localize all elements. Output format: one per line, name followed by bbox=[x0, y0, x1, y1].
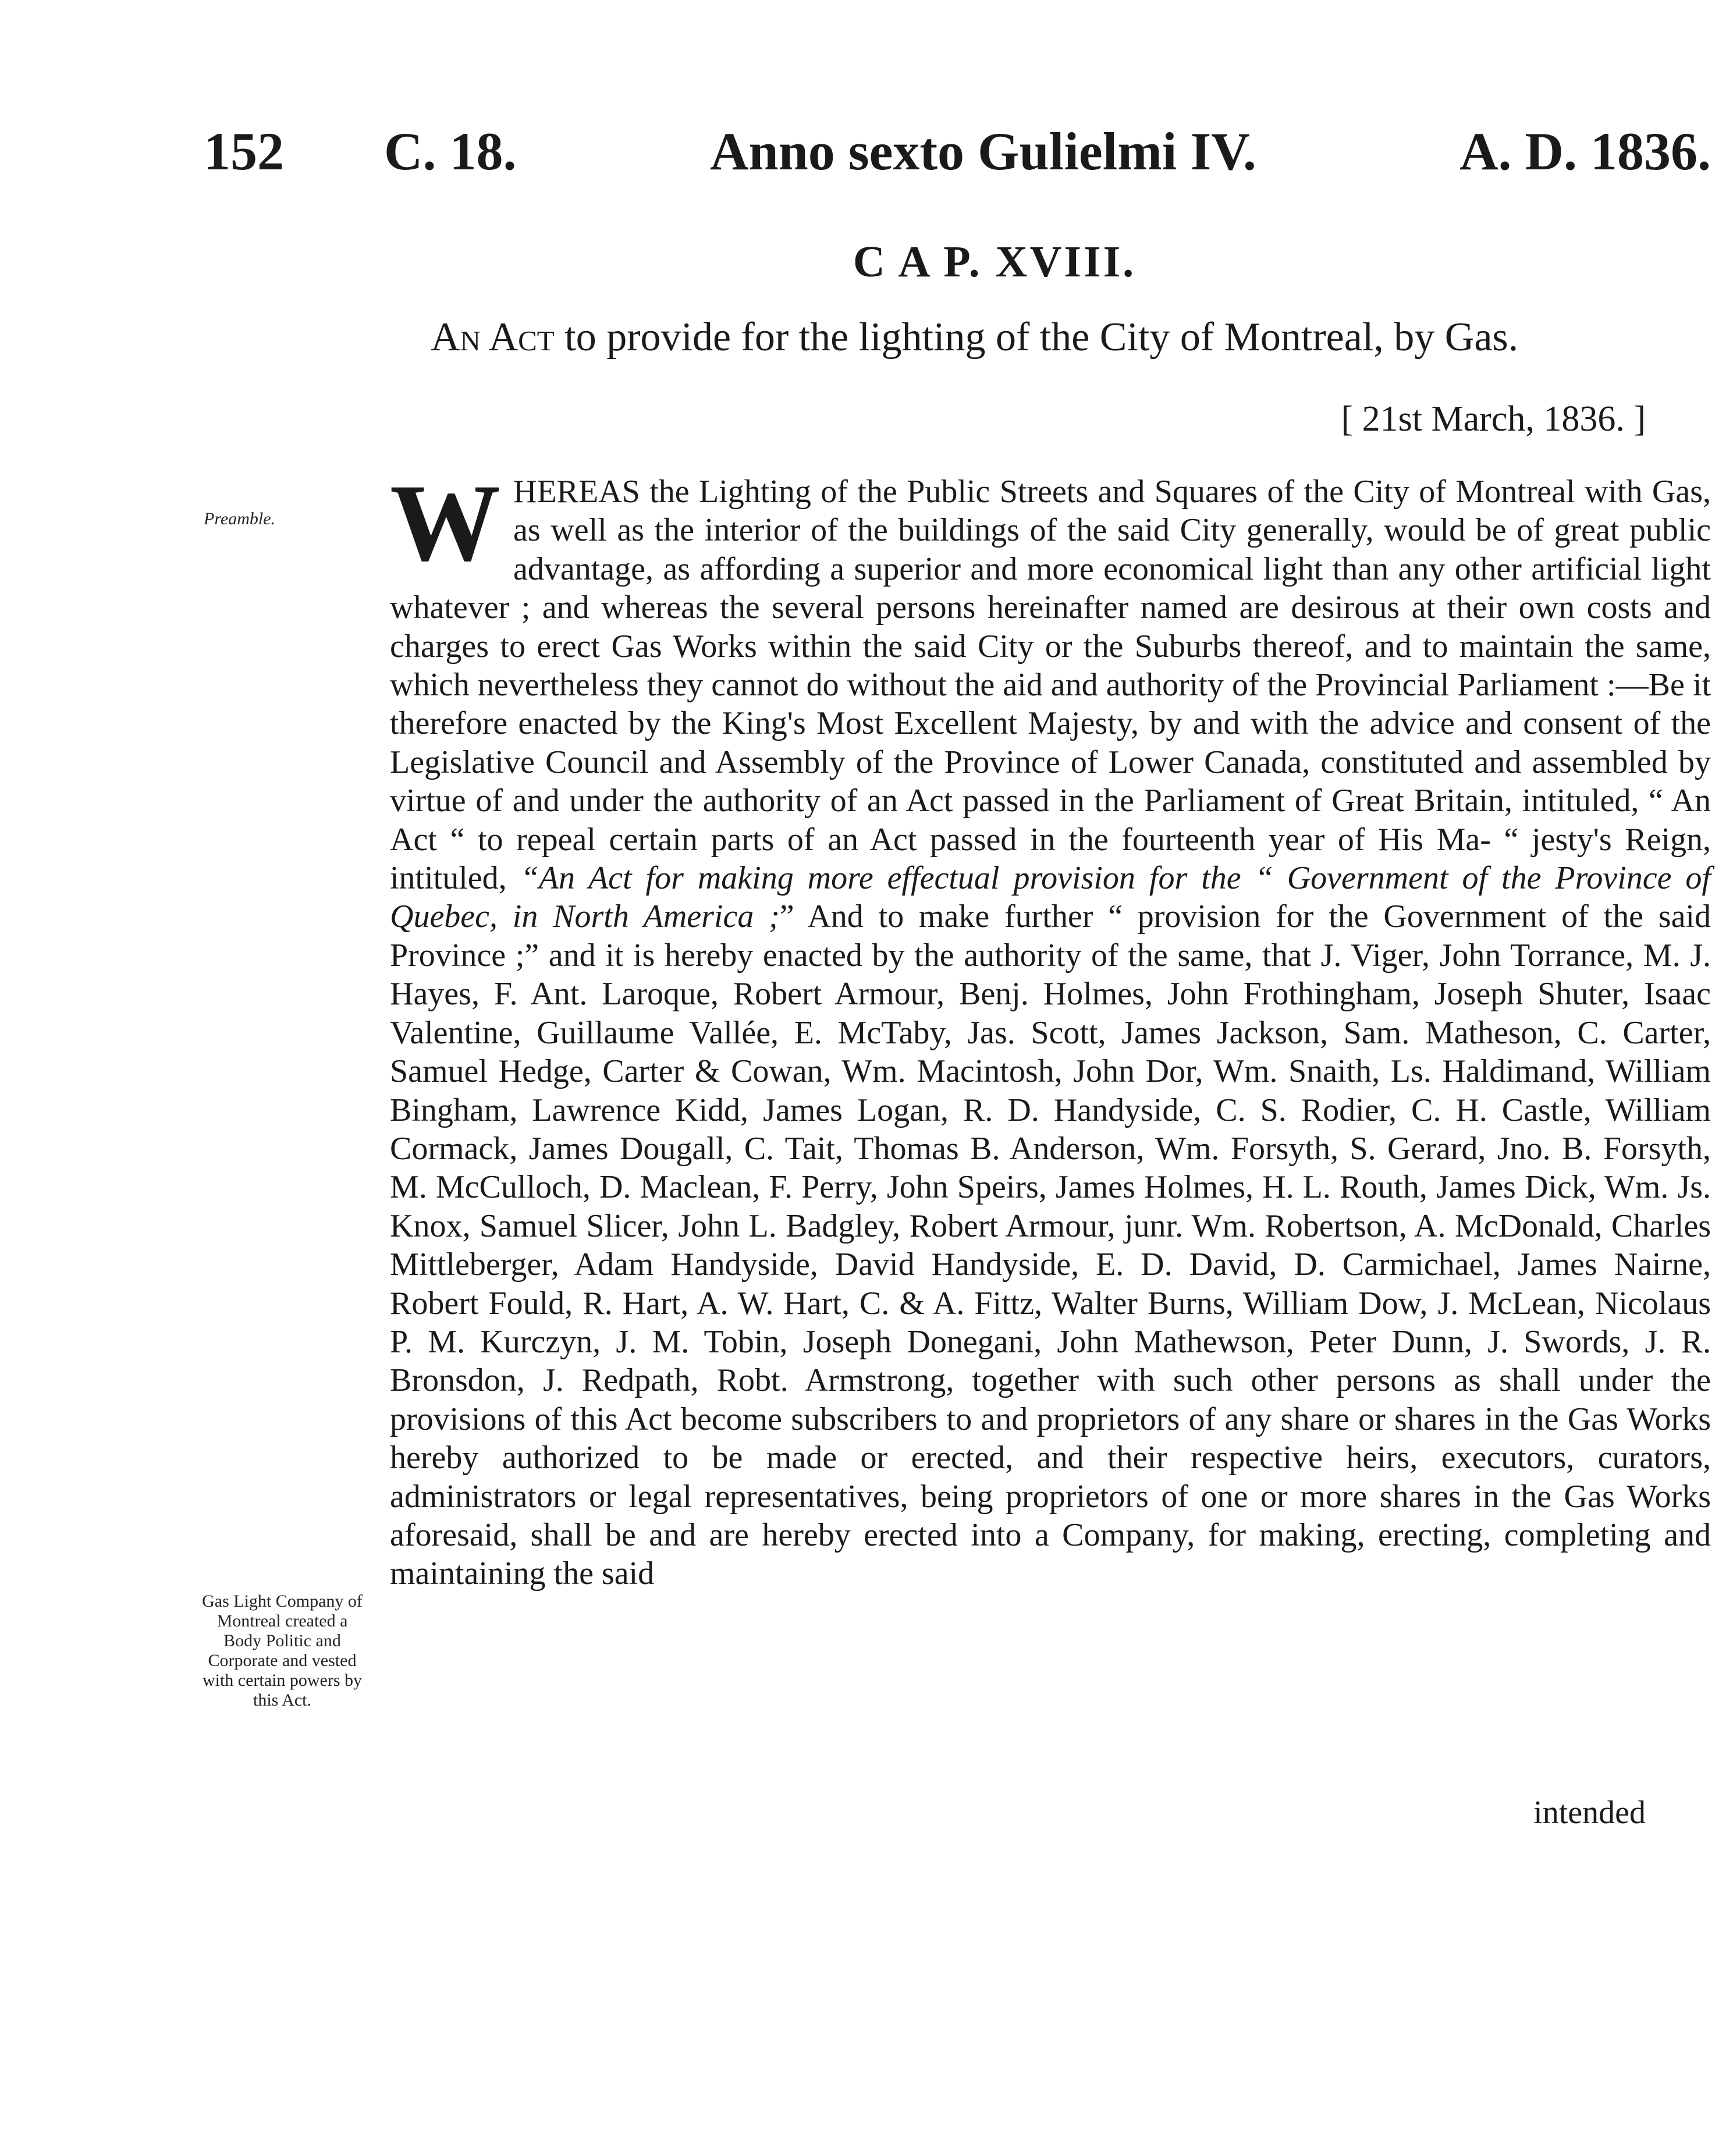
catchword: intended bbox=[1533, 1795, 1646, 1831]
body-text-part-1: HEREAS the Lighting of the Public Streets and Squares of the City of Montreal with Gas, as well as the interior of the buildings of the said City generally, would be of great public advantage, as affording a superior and more economical light than any other artificial light whatever ; and whereas the several persons hereinafter named are desirous at their own costs and charges to erect Gas Works within the said City or the Suburbs thereof, and to maintain the same, which nevertheless they cannot do without the aid and authority of the Provincial Parliament :—Be it therefore enacted by the King's Most Excellent Majesty, by and with the advice and consent of the Legislative Council and Assembly of the Province of Lower Canada, constituted and assembled by virtue of and under the authority of an Act passed in the Parliament of Great Britain, intituled, “ An Act “ to repeal certain parts of an Act passed in the fourteenth year of His Ma- “ jesty's Reign, intituled, bbox=[390, 474, 1711, 897]
drop-cap: W bbox=[390, 462, 500, 584]
body-text-part-2: ” And to make further “ provision for the Government of the said Province ;” and it is hereby enacted by the authority of the same, that J. Viger, John Torrance, M. J. Hayes, F. Ant. Laroque, Robert Armour, Benj. Holmes, John Frothingham, Joseph Shuter, Isaac Valentine, Guillaume Vallée, E. McTaby, Jas. Scott, James Jackson, Sam. Matheson, C. Carter, Samuel Hedge, Carter & Cowan, Wm. Macintosh, John Dor, Wm. Snaith, Ls. Haldimand, William Bingham, Lawrence Kidd, James Logan, R. D. Handyside, C. S. Rodier, C. H. Castle, William Cormack, James Dougall, C. Tait, Thomas B. Anderson, Wm. Forsyth, S. Gerard, Jno. B. Forsyth, M. McCulloch, D. Maclean, F. Perry, John Speirs, James Holmes, H. L. Routh, James Dick, Wm. Js. Knox, Samuel Slicer, John L. Badgley, Robert Armour, junr. Wm. Robertson, A. McDonald, Charles Mittleberger, Adam Handyside, David Handyside, E. D. David, D. Carmichael, James Nairne, Robert Fould, R. Hart, A. W. Hart, C. & A. Fittz, Walter Burns, William Dow, J. McLean, Nicolaus P. M. Kurczyn, J. M. Tobin, Joseph Donegani, John Mathewson, Peter Dunn, J. Swords, J. R. Bronsdon, J. Redpath, Robt. Armstrong, together with such other persons as shall under the provisions of this Act become subscribers to and proprietors of any share or shares in the Gas Works hereby authorized to be made or erected, and their respective heirs, executors, curators, administrators or legal representatives, being proprietors of one or more shares in the Gas Works aforesaid, shall be and are hereby erected into a Company, for making, erecting, completing and maintaining the said bbox=[390, 898, 1711, 1592]
assent-date: [ 21st March, 1836. ] bbox=[1341, 399, 1646, 439]
act-title bbox=[431, 308, 1711, 367]
act-body bbox=[390, 462, 1711, 1593]
act-title-prefix: An Act bbox=[431, 315, 555, 360]
margin-note-preamble: Preamble. bbox=[204, 509, 276, 528]
running-header bbox=[204, 116, 1711, 186]
regnal-title: Anno sexto Gulielmi IV. bbox=[710, 122, 1256, 181]
act-title-rest: to provide for the lighting of the City of Montreal, by Gas. bbox=[554, 315, 1519, 360]
body-paragraph bbox=[390, 462, 1711, 1593]
header-year: A. D. 1836. bbox=[1459, 122, 1711, 181]
margin-note-gas-company: Gas Light Company of Montreal created a Body Politic and Corporate and vested with certain powers by this Act. bbox=[202, 1592, 363, 1710]
page-number: 152 bbox=[204, 122, 284, 181]
cited-act-title: “An Act for making more effectual provision for the “ Government of the Province of Quebec, in North America ; bbox=[390, 860, 1711, 935]
chapter-number: C. 18. bbox=[384, 122, 517, 181]
chapter-heading: C A P. XVIII. bbox=[853, 237, 1137, 286]
